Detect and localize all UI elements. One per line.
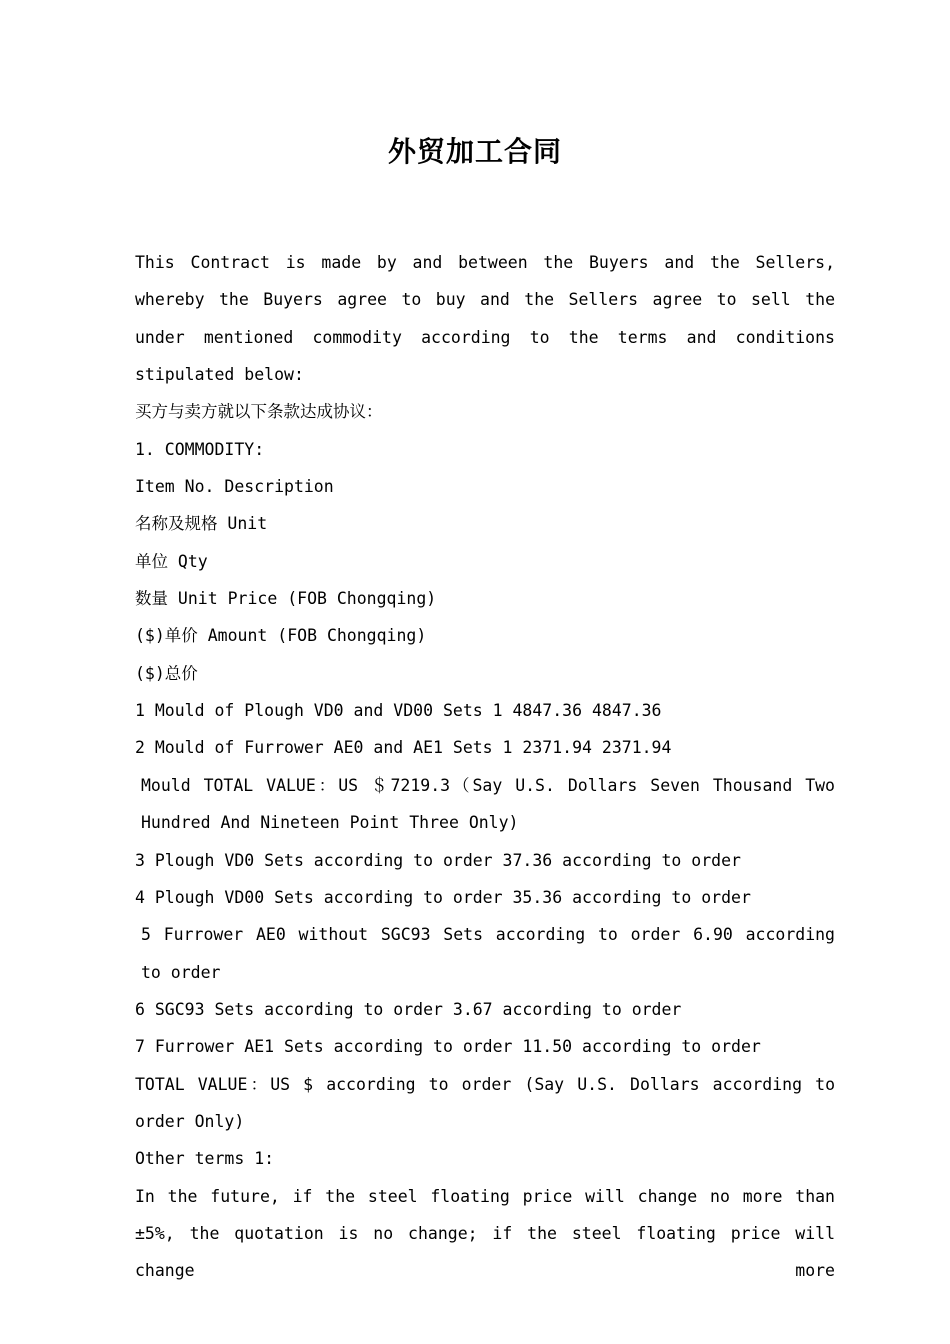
item-line: 4 Plough VD00 Sets according to order 35.36 according to order bbox=[135, 887, 751, 907]
item-line: 5 Furrower AE0 without SGC93 Sets according to order 6.90 according to order bbox=[141, 925, 835, 982]
item-line: 1 Mould of Plough VD0 and VD00 Sets 1 4847.36 4847.36 bbox=[135, 701, 662, 721]
column-heading-line: 单位 Qty bbox=[135, 551, 208, 571]
paragraph-intro: This Contract is made by and between the Buyers and the Sellers, whereby the Buyers agree to buy and the Sellers agree to sell the under mentioned commodity according to the terms and conditions stipulated below: bbox=[135, 253, 835, 385]
column-heading-line: ($)总价 bbox=[135, 663, 198, 683]
other-terms-text: In the future, if the steel floating price will change no more than ±5%, the quotation is no change; if the steel floating price will change more bbox=[135, 1186, 835, 1281]
column-heading-line: Item No. Description bbox=[135, 477, 334, 497]
document-title: 外贸加工合同 bbox=[387, 135, 562, 168]
item-line: 7 Furrower AE1 Sets according to order 11.50 according to order bbox=[135, 1037, 761, 1057]
other-terms-heading: Other terms 1: bbox=[135, 1149, 275, 1169]
section-heading-commodity: 1. COMMODITY: bbox=[135, 439, 265, 459]
total-value: TOTAL VALUE：US $ according to order (Say U.S. Dollars according to order Only) bbox=[135, 1074, 835, 1131]
paragraph-intro-chinese: 买方与卖方就以下条款达成协议： bbox=[135, 402, 383, 422]
column-heading-line: 数量 Unit Price (FOB Chongqing) bbox=[135, 589, 437, 609]
item-line: 2 Mould of Furrower AE0 and AE1 Sets 1 2371.94 2371.94 bbox=[135, 738, 672, 758]
item-line: 3 Plough VD0 Sets according to order 37.36 according to order bbox=[135, 850, 741, 870]
mould-total-value: Mould TOTAL VALUE：US ＄7219.3（Say U.S. Dollars Seven Thousand Two Hundred And Nineteen Point Three Only) bbox=[141, 775, 835, 833]
document-body bbox=[115, 244, 835, 1290]
item-line: 6 SGC93 Sets according to order 3.67 according to order bbox=[135, 999, 682, 1019]
column-heading-line: ($)单价 Amount (FOB Chongqing) bbox=[135, 626, 427, 646]
column-heading-line: 名称及规格 Unit bbox=[135, 514, 268, 534]
